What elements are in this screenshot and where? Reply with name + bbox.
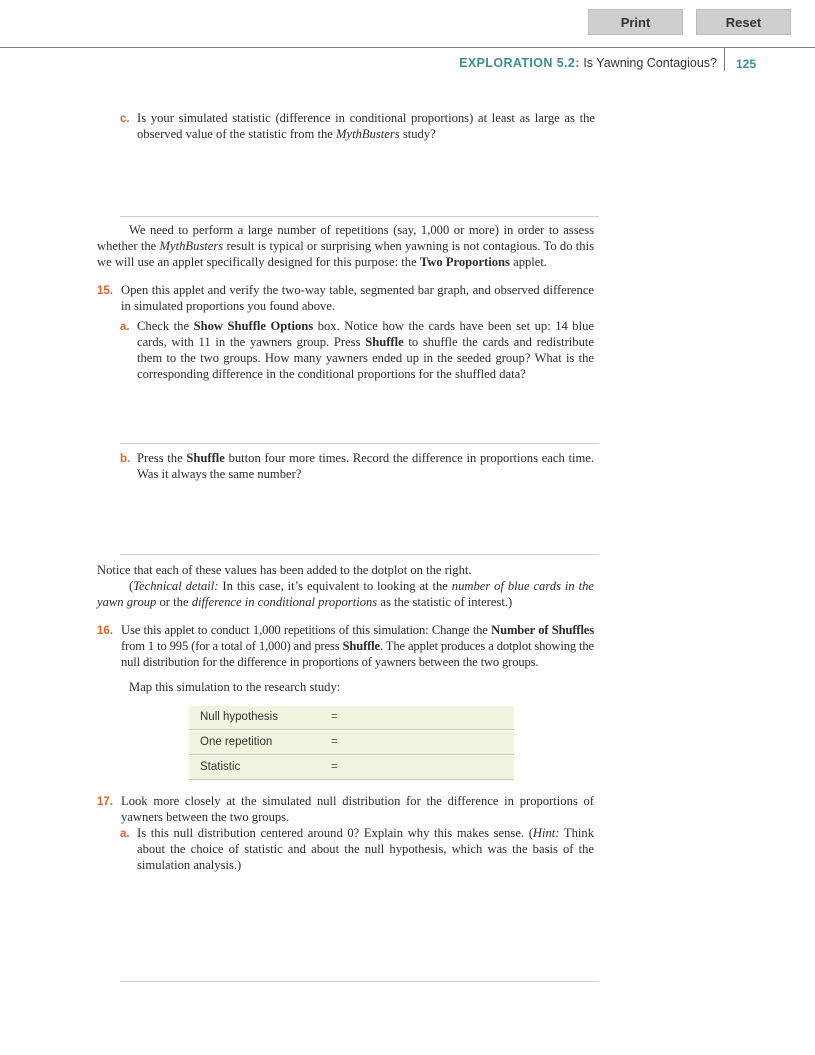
- question-15: [97, 282, 594, 314]
- header-rule: [0, 47, 815, 48]
- notice-italic-1: Technical detail:: [133, 579, 219, 593]
- q16-text-1: Use this applet to conduct 1,000 repetitions of this simulation: Change the: [121, 623, 492, 637]
- running-head: [300, 56, 717, 70]
- question-16: [97, 622, 594, 670]
- q15b-bold: Shuffle: [186, 451, 225, 465]
- question-17a-letter: a.: [120, 828, 130, 840]
- mapping-row-one-repetition: [189, 731, 514, 755]
- q15b-text-2: button four more times. Record the difference in proportions each time. Was it always the same number?: [137, 451, 594, 481]
- answer-line: [120, 216, 599, 217]
- mapping-label: Null hypothesis: [200, 711, 278, 723]
- q16-bold-2: Shuffle: [342, 639, 380, 653]
- equals-sign: =: [331, 761, 338, 773]
- q15a-text-1: Check the: [137, 319, 194, 333]
- q15a-text-3: to shuffle the cards and redistribute them to the two groups. How many yawners ended up in the seeded group? What is the corresponding difference in the conditional proportions for the shuffled data?: [137, 335, 594, 381]
- q15b-text-1: Press the: [137, 451, 187, 465]
- q17a-text-1: Is this null distribution centered around 0? Explain why this makes sense. (: [137, 826, 533, 840]
- item-c-text-end: study?: [399, 127, 436, 141]
- question-17a: [120, 825, 594, 873]
- q16-bold-1: Number of Shuffles: [491, 623, 594, 637]
- q17a-italic: Hint:: [532, 826, 560, 840]
- page-number: 125: [736, 57, 757, 71]
- question-15-text: Open this applet and verify the two-way table, segmented bar graph, and observed difference in simulated proportions you found above.: [121, 283, 594, 313]
- mapping-label: Statistic: [200, 761, 241, 773]
- notice-text-3: as the statistic of interest.): [377, 595, 513, 609]
- equals-sign: =: [331, 736, 338, 748]
- rep-text-3: applet.: [509, 255, 548, 269]
- question-17-number: 17.: [97, 796, 113, 808]
- mapping-label: One repetition: [200, 736, 273, 748]
- rep-italic: MythBusters: [159, 239, 224, 253]
- notice-line-1: Notice that each of these values has been added to the dotplot on the right.: [97, 563, 472, 577]
- q16-text-2: from 1 to 995 (for a total of 1,000) and press: [121, 639, 343, 653]
- mapping-table: [189, 706, 514, 781]
- header-divider: [724, 47, 725, 71]
- equals-sign: =: [331, 711, 338, 723]
- notice-paragraph: Notice that each of these values has been added to the dotplot on the right. (Technical detail: In this case, it’s equivalent to looking at the number of blue cards in the yawn group or the difference in conditional proportions as the statistic of interest.): [97, 563, 594, 609]
- item-c-text: Is your simulated statistic (difference in conditional proportions) at least as large as the observed value of the statistic from the: [137, 111, 595, 141]
- answer-line: [120, 981, 599, 982]
- rep-text-2: result is typical or surprising when yawning is not contagious. To do this we will use an applet specifically designed for this purpose: the: [97, 239, 594, 269]
- exploration-title: Is Yawning Contagious?: [579, 56, 717, 70]
- question-15-number: 15.: [97, 285, 113, 297]
- question-15b: [120, 450, 594, 482]
- notice-italic-3: difference in conditional proportions: [191, 595, 378, 609]
- rep-bold: Two Proportions: [419, 255, 510, 269]
- q15a-text-2: box. Notice how the cards have been set up: 14 blue cards, with 11 in the yawners group. Press: [137, 319, 594, 349]
- item-c-italic: MythBusters: [336, 127, 400, 141]
- notice-text-1: In this case, it’s equivalent to looking at the: [218, 579, 452, 593]
- mapping-row-null-hypothesis: [189, 706, 514, 730]
- print-button[interactable]: Print: [588, 9, 683, 35]
- notice-italic-2: number of blue cards in the yawn group: [97, 579, 594, 609]
- rep-text-1: We need to perform a large number of repetitions (say, 1,000 or more) in order to assess whether the: [97, 223, 594, 253]
- q17a-text-2: Think about the choice of statistic and about the null hypothesis, which was the basis of the simulation analysis.): [137, 826, 594, 872]
- q15a-bold-2: Shuffle: [365, 335, 404, 349]
- map-intro: Map this simulation to the research study:: [129, 680, 341, 694]
- item-c: [120, 110, 595, 142]
- answer-line: [120, 443, 599, 444]
- question-15a-letter: a.: [120, 321, 130, 333]
- item-c-letter: c.: [120, 113, 130, 125]
- q16-text-3: . The applet produces a dotplot showing the null distribution for the difference in proportions of yawners between the two groups.: [121, 639, 594, 669]
- q15a-bold-1: Show Shuffle Options: [193, 319, 314, 333]
- repetitions-paragraph: [97, 222, 594, 270]
- question-15a: [120, 318, 594, 382]
- question-15b-letter: b.: [120, 453, 131, 465]
- mapping-row-statistic: [189, 756, 514, 780]
- reset-button[interactable]: Reset: [696, 9, 791, 35]
- question-17-text: Look more closely at the simulated null distribution for the difference in proportions of yawners between the two groups.: [121, 794, 594, 824]
- question-16-number: 16.: [97, 625, 113, 637]
- notice-text-2: or the: [156, 595, 192, 609]
- question-17: [97, 793, 594, 825]
- answer-line: [120, 554, 599, 555]
- exploration-label: EXPLORATION 5.2:: [459, 56, 580, 70]
